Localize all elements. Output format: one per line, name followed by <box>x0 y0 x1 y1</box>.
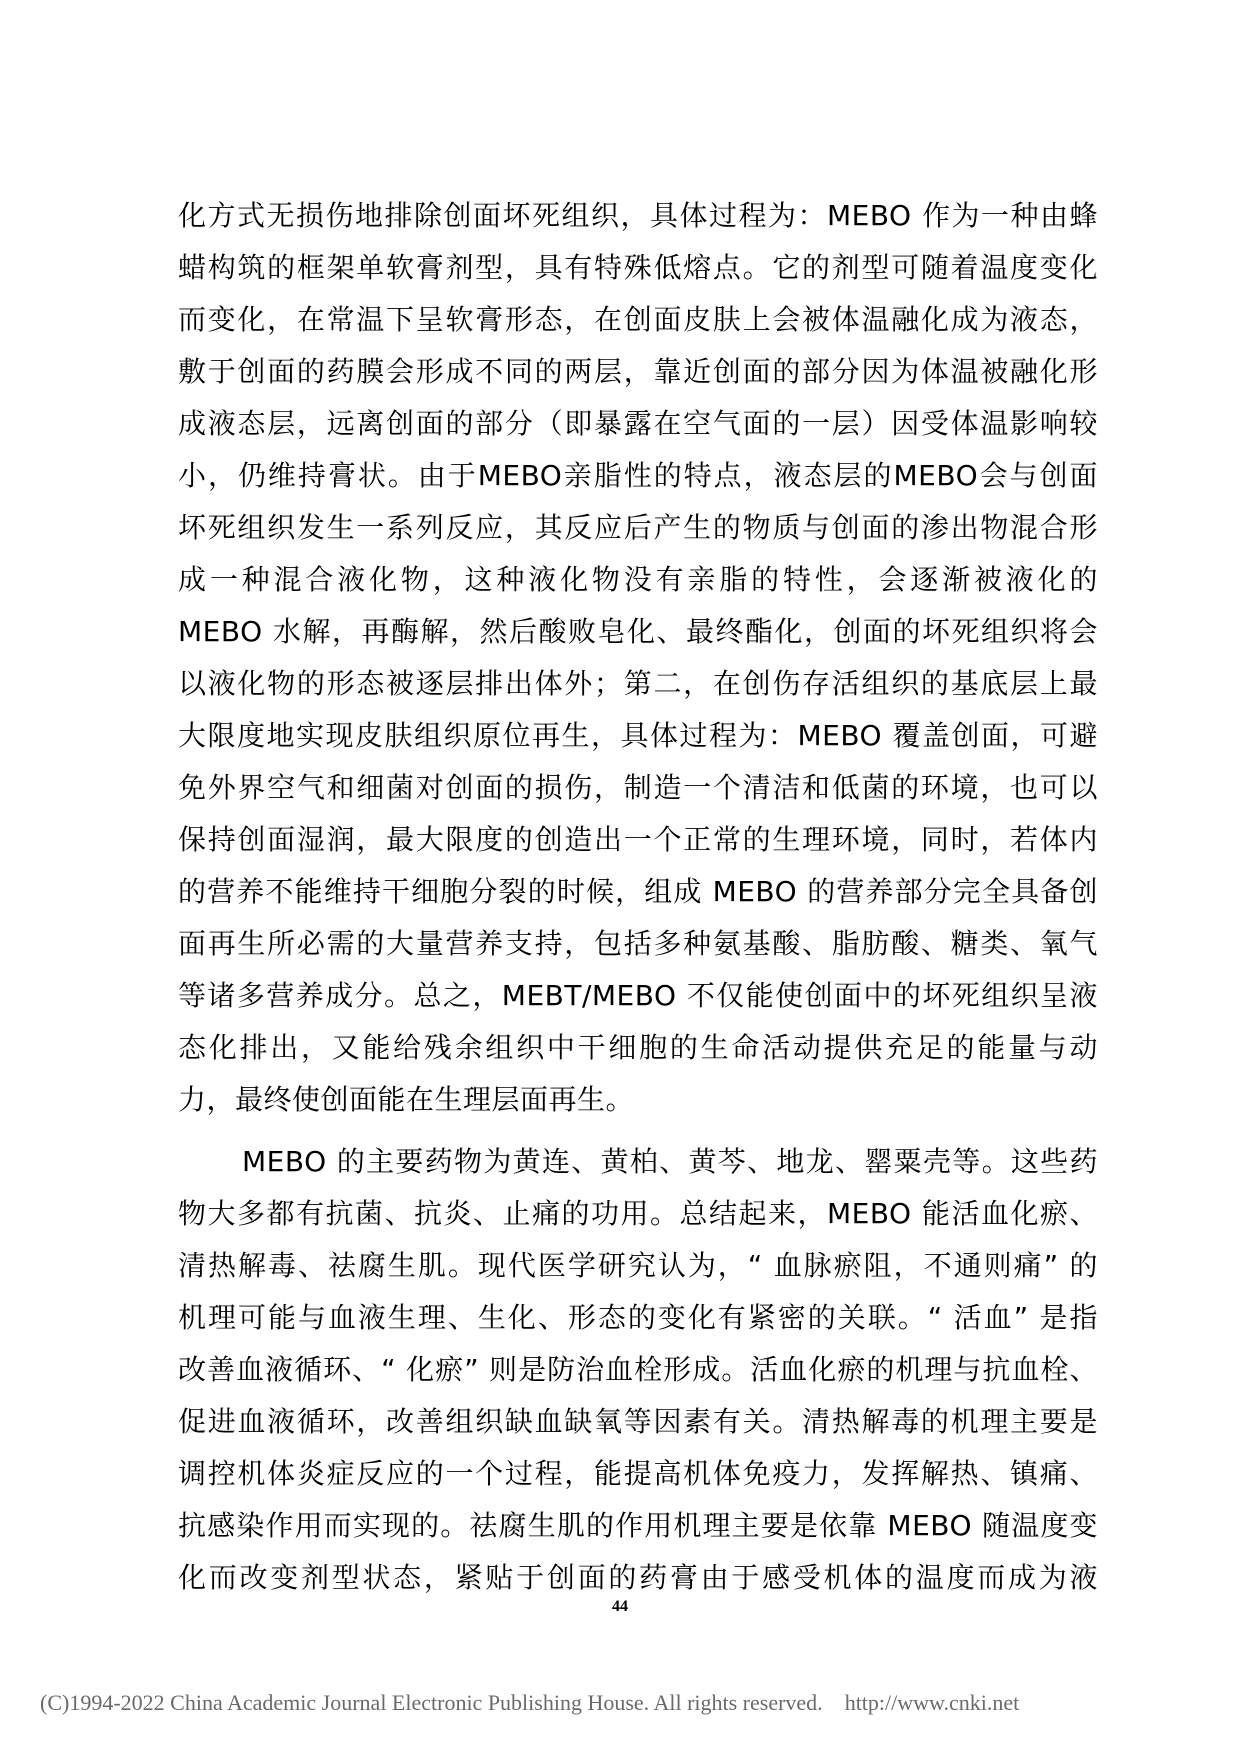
text-line: 而变化，在常温下呈软膏形态，在创面皮肤上会被体温融化成为液态， <box>178 303 1098 336</box>
text-line: 大限度地实现皮肤组织原位再生，具体过程为：MEBO 覆盖创面，可避 <box>178 719 1098 752</box>
text-line: 抗感染作用而实现的。祛腐生肌的作用机理主要是依靠 MEBO 随温度变 <box>178 1509 1098 1542</box>
text-line: 敷于创面的药膜会形成不同的两层，靠近创面的部分因为体温被融化形 <box>178 355 1098 388</box>
page-number: 44 <box>612 1598 628 1615</box>
text-line: MEBO 水解，再酶解，然后酸败皂化、最终酯化，创面的坏死组织将会 <box>178 615 1098 648</box>
body-text <box>178 190 1098 1604</box>
text-line: 机理可能与血液生理、生化、形态的变化有紧密的关联。“ 活血” 是指 <box>178 1301 1098 1334</box>
text-line: 促进血液循环，改善组织缺血缺氧等因素有关。清热解毒的机理主要是 <box>178 1405 1098 1438</box>
copyright-footer <box>40 1690 1019 1716</box>
text-line: 面再生所必需的大量营养支持，包括多种氨基酸、脂肪酸、糖类、氧气 <box>178 927 1098 960</box>
paragraph-gap <box>178 1126 1098 1136</box>
text-line: 化方式无损伤地排除创面坏死组织，具体过程为：MEBO 作为一种由蜂 <box>178 199 1098 232</box>
text-line: 调控机体炎症反应的一个过程，能提高机体免疫力，发挥解热、镇痛、 <box>178 1457 1098 1490</box>
text-line: 成一种混合液化物，这种液化物没有亲脂的特性，会逐渐被液化的 <box>178 563 1098 596</box>
text-line: 小，仍维持膏状。由于MEBO亲脂性的特点，液态层的MEBO会与创面 <box>178 459 1098 492</box>
text-line: 以液化物的形态被逐层排出体外；第二，在创伤存活组织的基底层上最 <box>178 667 1098 700</box>
paragraph-2 <box>178 1136 1098 1604</box>
text-line: 力，最终使创面能在生理层面再生。 <box>178 1083 635 1116</box>
text-line: 蜡构筑的框架单软膏剂型，具有特殊低熔点。它的剂型可随着温度变化 <box>178 251 1098 284</box>
text-line: 等诸多营养成分。总之，MEBT/MEBO 不仅能使创面中的坏死组织呈液 <box>178 979 1098 1012</box>
footer-url: http://www.cnki.net <box>844 1690 1020 1715</box>
copyright-text: (C)1994-2022 China Academic Journal Electronic Publishing House. All rights reserved. <box>40 1690 823 1715</box>
text-line: 化而改变剂型状态，紧贴于创面的药膏由于感受机体的温度而成为液 <box>178 1561 1098 1594</box>
text-line: 成液态层，远离创面的部分（即暴露在空气面的一层）因受体温影响较 <box>178 407 1098 440</box>
text-line: MEBO 的主要药物为黄连、黄柏、黄芩、地龙、罂粟壳等。这些药 <box>242 1145 1098 1178</box>
text-line: 的营养不能维持干细胞分裂的时候，组成 MEBO 的营养部分完全具备创 <box>178 875 1098 908</box>
text-line: 改善血液循环、“ 化瘀” 则是防治血栓形成。活血化瘀的机理与抗血栓、 <box>178 1353 1098 1386</box>
text-line: 清热解毒、祛腐生肌。现代医学研究认为，“ 血脉瘀阻，不通则痛” 的 <box>178 1249 1098 1282</box>
text-line: 态化排出，又能给残余组织中干细胞的生命活动提供充足的能量与动 <box>178 1031 1098 1064</box>
text-line: 保持创面湿润，最大限度的创造出一个正常的生理环境，同时，若体内 <box>178 823 1098 856</box>
text-line: 物大多都有抗菌、抗炎、止痛的功用。总结起来，MEBO 能活血化瘀、 <box>178 1197 1098 1230</box>
text-line: 免外界空气和细菌对创面的损伤，制造一个清洁和低菌的环境，也可以 <box>178 771 1098 804</box>
text-line: 坏死组织发生一系列反应，其反应后产生的物质与创面的渗出物混合形 <box>178 511 1098 544</box>
paragraph-1 <box>178 190 1098 1126</box>
